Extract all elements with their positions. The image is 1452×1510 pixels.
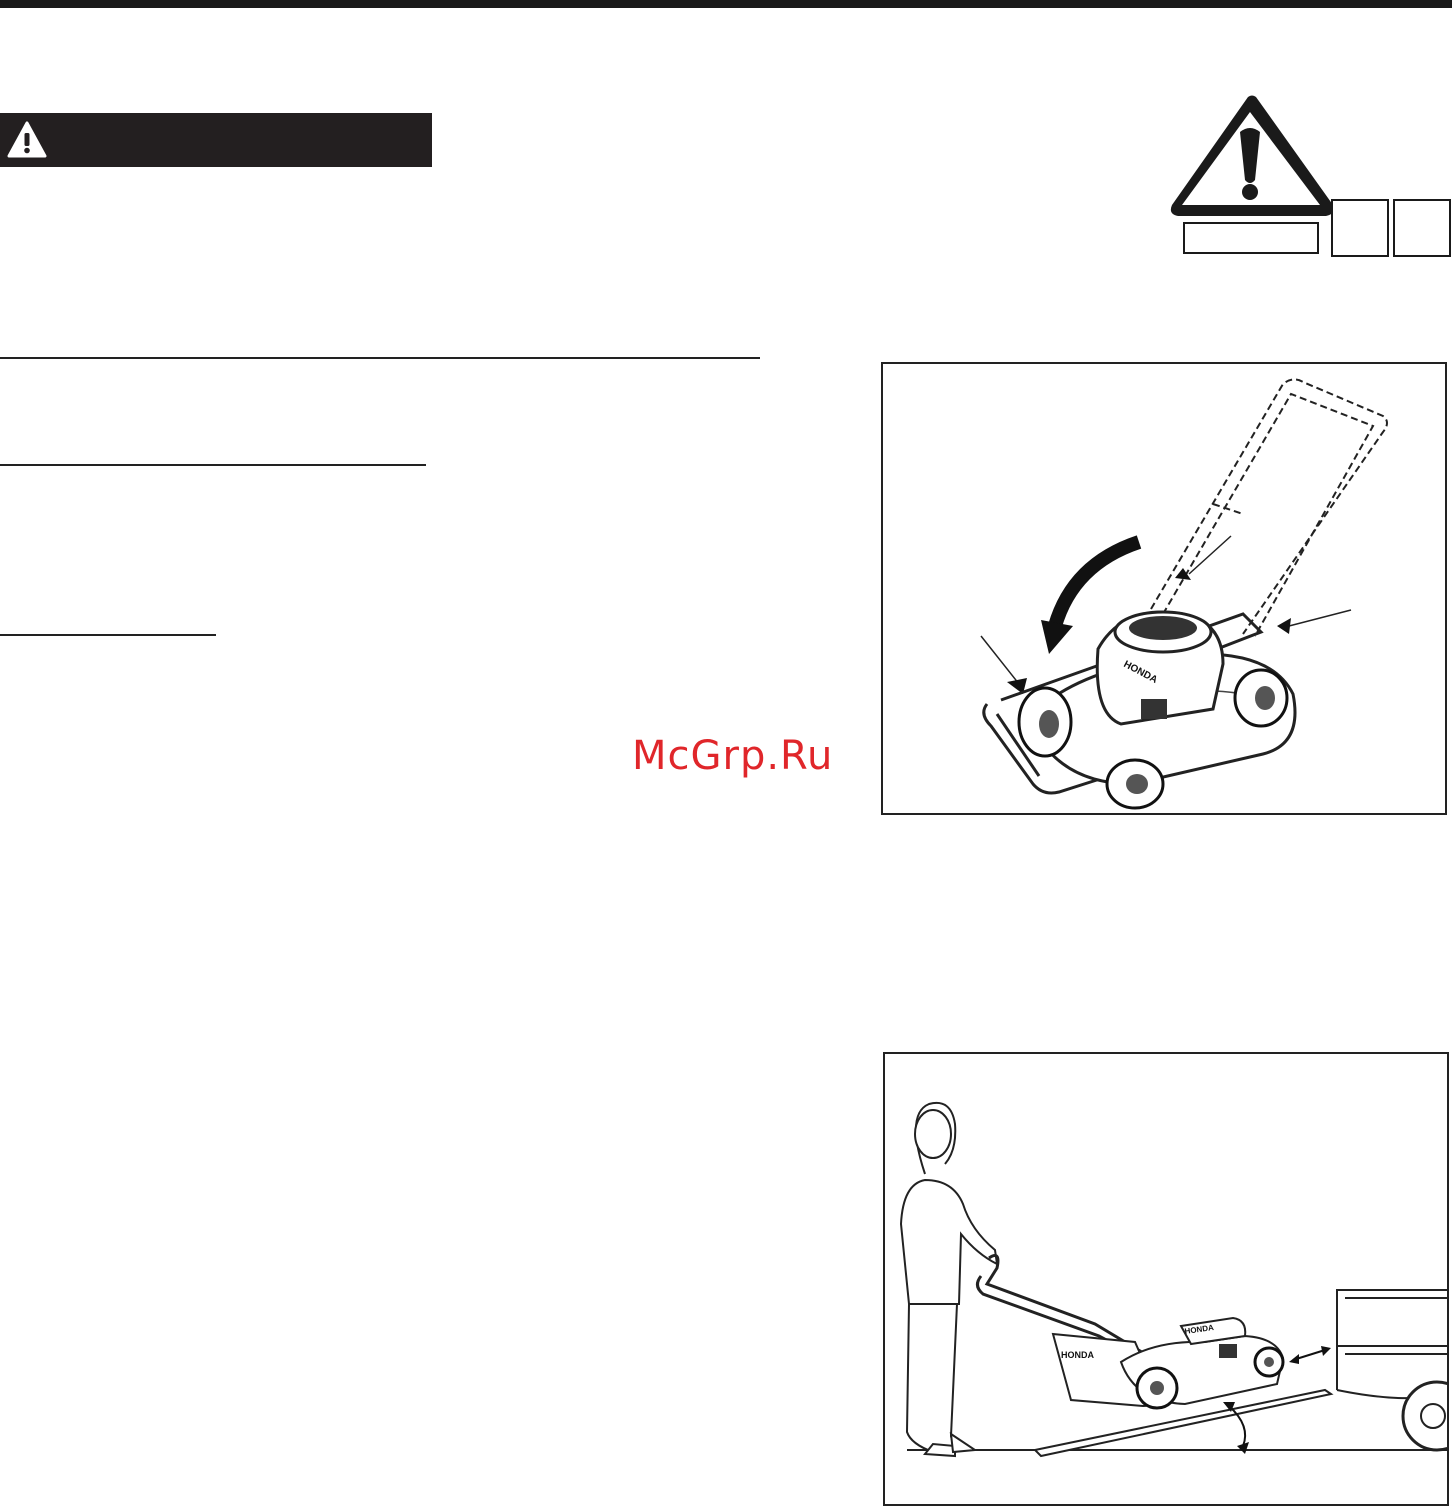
mower-brand-label: HONDA [1184, 1322, 1215, 1336]
section-rule [0, 634, 216, 636]
section-rule [0, 464, 426, 466]
warning-triangle-icon [6, 119, 48, 161]
mower-brand-label: HONDA [1121, 658, 1160, 686]
top-rule [0, 0, 1452, 8]
figure-loading-ramp [883, 1052, 1449, 1506]
safety-alert-symbol-icon [1170, 92, 1452, 262]
grass-bag-brand-label: HONDA [1061, 1350, 1094, 1360]
section-rule [0, 357, 760, 359]
watermark: McGrp.Ru [632, 733, 834, 779]
warning-banner [0, 113, 432, 167]
figure-mower-handle-fold [881, 362, 1447, 815]
